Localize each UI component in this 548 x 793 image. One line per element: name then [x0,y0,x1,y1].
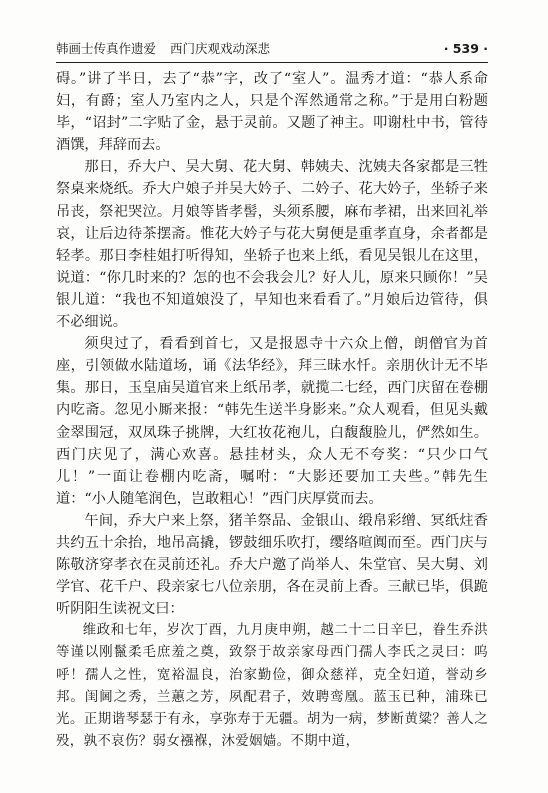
header-divider [56,62,488,63]
chapter-title: 西门庆观戏动深悲 [170,41,271,56]
paragraph-continuation: 碍。”讲了半日，去了“恭”字，改了“室人”。温秀才道：“恭人系命妇，有爵；室人乃室内之人，只是个浑然通常之称。”于是用白粉题毕，“诏封”二字贴了金，悬于灵前。又题了神主。叩谢杜中书，管待酒馔，拜辞而去。 [56,71,488,154]
page-number: · 539 · [443,41,488,56]
chapter-heading [56,40,284,58]
paragraph-noon-offering: 午间，乔大户来上祭，猪羊祭品、金银山、缎帛彩缯、冥纸炷香共约五十余抬，地吊高撬，锣鼓细乐吹打，缨络喧阗而至。西门庆与陈敬济穿孝衣在灵前还礼。乔大户邀了尚举人、朱堂官、吴大舅、刘学官、花千户、段亲家七八位亲朋，各在灵前上香。三献已毕，俱跪听阴阳生读祝文曰： [56,512,488,618]
funeral-prayer-text: 维政和七年，岁次丁酉，九月庚申朔，越二十二日辛巳，眷生乔洪等谨以刚鬣柔毛庶羞之奠，致祭于故亲家母西门孺人李氏之灵曰：呜呼！孺人之性，宽裕温良，治家勤俭，御众慈祥，克全妇道，誉动乡邦。闺阃之秀，兰蕙之芳，夙配君子，效聘鸾凰。蓝玉已种，浦珠已光。正期谐琴瑟于有永，享弥寿于无疆。胡为一病，梦断黄粱？善人之殁，孰不哀伤？弱女襁褓，沐爱姻嫱。不期中道， [56,623,488,749]
running-header [56,40,488,58]
paragraph-first-seventh: 须臾过了，看看到首七，又是报恩寺十六众上僧，朗僧官为首座，引领做水陆道场，诵《法华经》，拜三昧水忏。亲朋伙计无不毕集。那日，玉皇庙吴道官来上纸吊孝，就揽二七经，西门庆留在卷棚内吃斋。忽见小厮来报：“韩先生送半身影来。”众人观看，但见头戴金翠围冠，双凤珠子挑牌，大红妆花袍儿，白馥馥脸儿，俨然如生。西门庆见了，满心欢喜。悬挂材头，众人无不夸奖：“只少口气儿！”一面让卷棚内吃斋，嘱咐：“大影还要加工夫些。”韩先生道：“小人随笔润色，岂敢粗心！”西门庆厚赏而去。 [56,336,488,507]
book-title: 韩画士传真作遗爱 [56,41,157,56]
main-text [56,68,488,753]
paragraph-mourners: 那日，乔大户、吴大舅、花大舅、韩姨夫、沈姨夫各家都是三牲祭桌来烧纸。乔大户娘子并吴大妗子、二妗子、花大妗子，坐轿子来吊丧，祭祀哭泣。月娘等皆孝髻，头须系腰，麻布孝裙，出来回礼举哀，让后边待茶摆斋。惟花大妗子与花大舅便是重孝直身，余者都是轻孝。那日李桂姐打听得知，坐轿子也来上纸，看见吴银儿在这里，说道：“你几时来的？怎的也不会我会儿？好人儿，原来只顾你！”吴银儿道：“我也不知道娘没了，早知也来看看了。”月娘后边管待，俱不必细说。 [56,159,488,331]
